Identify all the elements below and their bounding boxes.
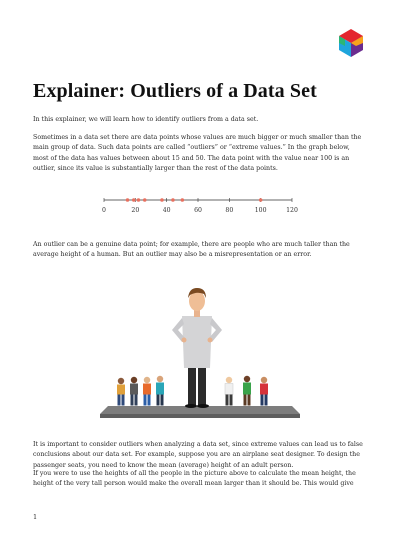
paragraph-intro: In this explainer, we will learn how to identify outliers from a data set.	[33, 116, 259, 123]
data-point	[143, 198, 147, 202]
number-line-tick-label: 0	[102, 207, 106, 214]
paragraph-genuine-outlier: An outlier can be a genuine data point; for example, there are people who are much taller than the average height of a human. But an outlier may also be a misrepresentation or an error.	[33, 241, 350, 259]
data-point	[160, 198, 164, 202]
tall-person-figure	[172, 288, 222, 408]
number-line-tick-label: 80	[225, 207, 234, 214]
data-point	[259, 198, 263, 202]
paragraph-mean-height: If you were to use the heights of all the people in the picture above to calculate the mean height, the height of the very tall person would make the overall mean larger than it should be. This would give	[33, 470, 356, 488]
number-line-tick-label: 40	[162, 207, 171, 214]
nagwa-logo-icon	[336, 28, 366, 58]
data-point	[181, 198, 185, 202]
data-point	[171, 198, 175, 202]
number-line-tick-label: 20	[131, 207, 140, 214]
number-line-tick-label: 60	[194, 207, 202, 214]
page-title: Explainer: Outliers of a Data Set	[33, 80, 317, 102]
page-number: 1	[33, 513, 38, 521]
number-line-tick-label: 100	[254, 207, 267, 214]
people-heights-illustration	[96, 278, 304, 420]
number-line-chart	[96, 190, 306, 220]
data-point	[132, 198, 136, 202]
data-point	[137, 198, 141, 202]
paragraph-definition: Sometimes in a data set there are data points whose values are much bigger or much smaller than the main group of data. Such data points are called “outliers” or “extreme values.” In the graph below, most of the data has values between about 15 and 50. The data point with the value near 100 is an outlier, since its value is substantially larger than the rest of the data points.	[33, 134, 362, 173]
number-line-tick-label: 120	[286, 207, 298, 214]
data-point	[126, 198, 130, 202]
paragraph-importance: It is important to consider outliers when analyzing a data set, since extreme values can lead us to false conclusions about our data set. For example, suppose you are an airplane seat designer. To design the passenger seats, you need to know the mean (average) height of an adult person.	[33, 441, 363, 469]
